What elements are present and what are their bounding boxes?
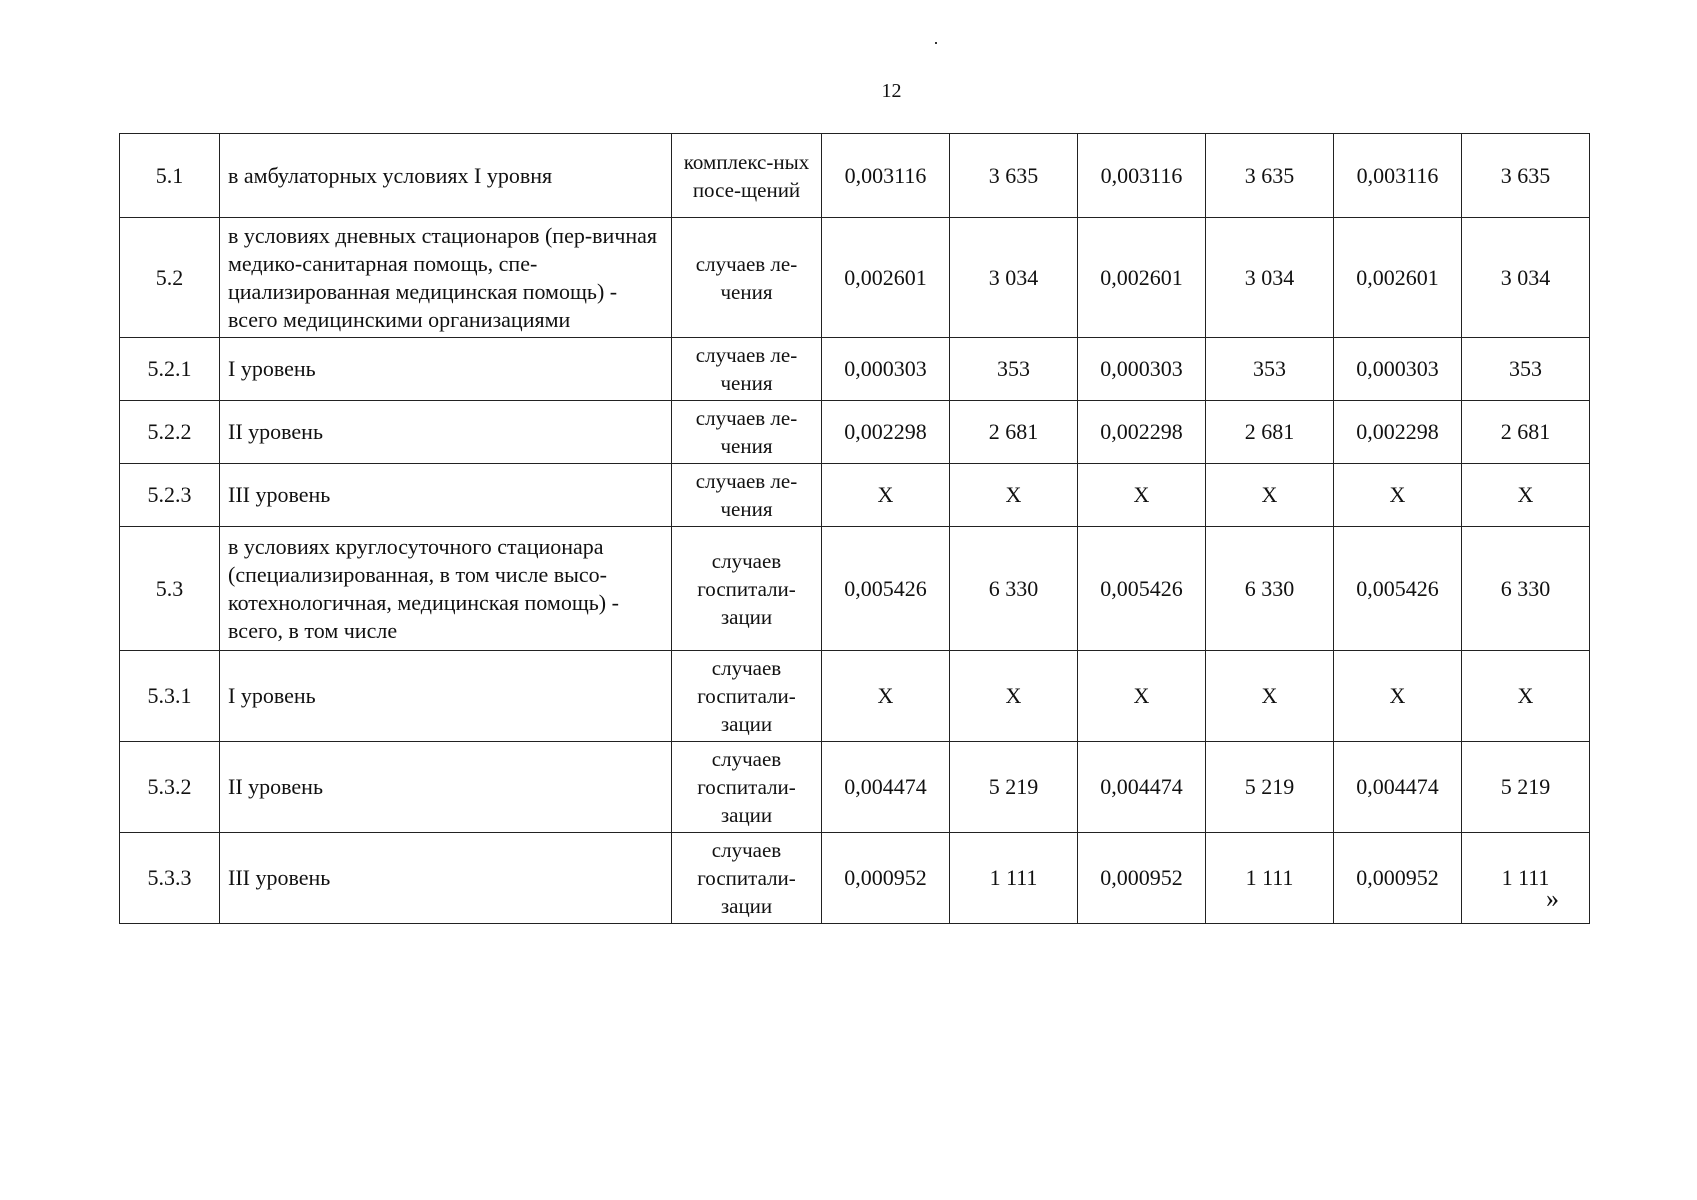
row-value: 0,002298 — [822, 401, 950, 464]
row-name: II уровень — [220, 401, 672, 464]
row-value: Х — [950, 651, 1078, 742]
closing-quote: » — [1546, 884, 1559, 913]
row-number: 5.2.2 — [120, 401, 220, 464]
table-row — [120, 833, 1590, 924]
row-unit: случаев госпитали-зации — [672, 833, 822, 924]
row-value: 5 219 — [1462, 742, 1590, 833]
row-value: 353 — [1206, 338, 1334, 401]
row-unit: случаев ле-чения — [672, 401, 822, 464]
row-number: 5.3.1 — [120, 651, 220, 742]
row-value: 1 111 — [1206, 833, 1334, 924]
row-value: 6 330 — [1206, 527, 1334, 651]
row-number: 5.1 — [120, 134, 220, 218]
row-unit: случаев госпитали-зации — [672, 527, 822, 651]
row-value: Х — [822, 464, 950, 527]
table-row — [120, 651, 1590, 742]
row-name: I уровень — [220, 651, 672, 742]
table-row — [120, 527, 1590, 651]
row-value: Х — [1334, 651, 1462, 742]
row-value: 0,000303 — [822, 338, 950, 401]
row-value: 6 330 — [1462, 527, 1590, 651]
row-value: Х — [1206, 464, 1334, 527]
row-value: 3 635 — [1462, 134, 1590, 218]
row-value: 0,002601 — [822, 218, 950, 338]
row-value: 0,005426 — [1334, 527, 1462, 651]
row-unit: случаев ле-чения — [672, 218, 822, 338]
row-value: 0,000303 — [1334, 338, 1462, 401]
row-value: 2 681 — [1462, 401, 1590, 464]
row-value: Х — [1462, 651, 1590, 742]
table-row — [120, 338, 1590, 401]
row-value: 353 — [950, 338, 1078, 401]
row-value: 3 034 — [1206, 218, 1334, 338]
row-unit: комплекс-ных посе-щений — [672, 134, 822, 218]
row-value: 6 330 — [950, 527, 1078, 651]
row-value: 1 111 — [1462, 833, 1590, 924]
row-number: 5.3.3 — [120, 833, 220, 924]
row-value: Х — [822, 651, 950, 742]
row-value: 0,002601 — [1334, 218, 1462, 338]
data-table — [119, 133, 1590, 924]
row-value: 0,000303 — [1078, 338, 1206, 401]
row-name: III уровень — [220, 833, 672, 924]
page-number: 12 — [881, 80, 902, 102]
row-unit: случаев госпитали-зации — [672, 651, 822, 742]
row-value: Х — [950, 464, 1078, 527]
row-value: 0,004474 — [1078, 742, 1206, 833]
row-name: в условиях дневных стационаров (пер-вичная медико-санитарная помощь, спе-циализированная медицинская помощь) - всего медицинскими организациями — [220, 218, 672, 338]
row-value: 0,004474 — [1334, 742, 1462, 833]
table-row — [120, 134, 1590, 218]
row-name: I уровень — [220, 338, 672, 401]
row-value: Х — [1334, 464, 1462, 527]
table-row — [120, 401, 1590, 464]
table-body — [120, 134, 1590, 924]
row-value: Х — [1078, 651, 1206, 742]
row-value: 0,005426 — [822, 527, 950, 651]
row-value: 0,000952 — [1334, 833, 1462, 924]
row-value: 2 681 — [1206, 401, 1334, 464]
row-number: 5.2 — [120, 218, 220, 338]
table-row — [120, 218, 1590, 338]
row-name: III уровень — [220, 464, 672, 527]
row-value: 0,003116 — [1334, 134, 1462, 218]
row-value: 5 219 — [950, 742, 1078, 833]
row-number: 5.2.3 — [120, 464, 220, 527]
row-unit: случаев госпитали-зации — [672, 742, 822, 833]
row-number: 5.2.1 — [120, 338, 220, 401]
row-value: 0,004474 — [822, 742, 950, 833]
row-value: 0,003116 — [822, 134, 950, 218]
row-value: Х — [1462, 464, 1590, 527]
table-row — [120, 464, 1590, 527]
row-value: 0,003116 — [1078, 134, 1206, 218]
row-value: 0,002298 — [1078, 401, 1206, 464]
row-value: 3 635 — [950, 134, 1078, 218]
row-name: II уровень — [220, 742, 672, 833]
row-value: 353 — [1462, 338, 1590, 401]
row-value: 1 111 — [950, 833, 1078, 924]
row-name: в условиях круглосуточного стационара (специализированная, в том числе высо-котехнологичная, медицинская помощь) - всего, в том числе — [220, 527, 672, 651]
row-unit: случаев ле-чения — [672, 338, 822, 401]
row-value: 0,000952 — [1078, 833, 1206, 924]
row-name: в амбулаторных условиях I уровня — [220, 134, 672, 218]
row-value: 5 219 — [1206, 742, 1334, 833]
row-value: 2 681 — [950, 401, 1078, 464]
row-number: 5.3 — [120, 527, 220, 651]
row-value: 0,002601 — [1078, 218, 1206, 338]
row-value: 0,005426 — [1078, 527, 1206, 651]
row-value: Х — [1206, 651, 1334, 742]
row-value: 0,002298 — [1334, 401, 1462, 464]
row-value: 3 635 — [1206, 134, 1334, 218]
row-unit: случаев ле-чения — [672, 464, 822, 527]
row-value: 0,000952 — [822, 833, 950, 924]
row-number: 5.3.2 — [120, 742, 220, 833]
row-value: 3 034 — [1462, 218, 1590, 338]
scan-speck — [935, 42, 937, 44]
row-value: 3 034 — [950, 218, 1078, 338]
row-value: Х — [1078, 464, 1206, 527]
table-row — [120, 742, 1590, 833]
